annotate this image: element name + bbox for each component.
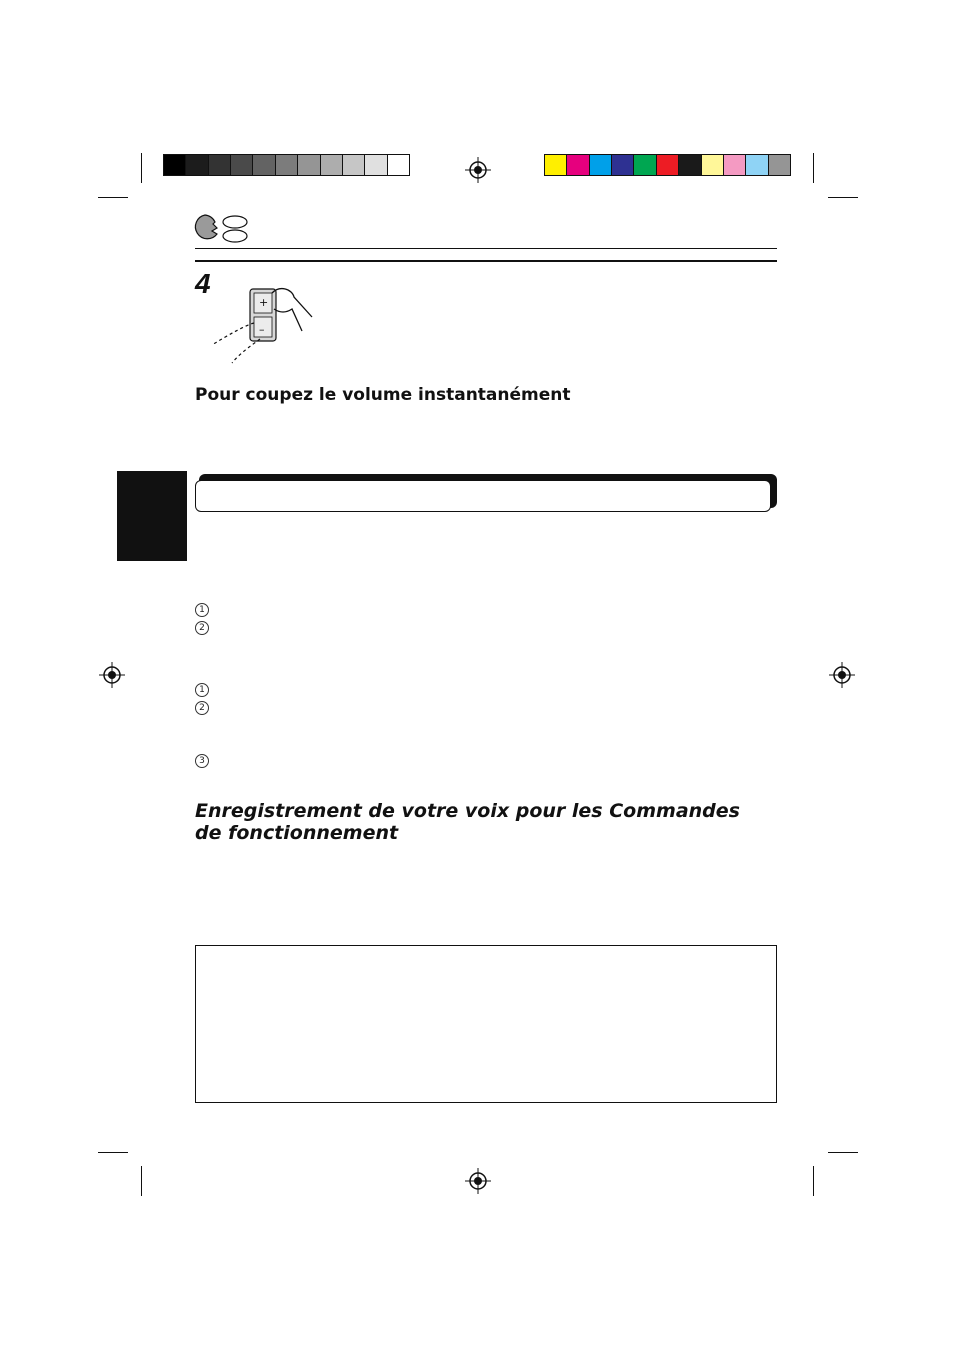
gray-swatch bbox=[343, 155, 365, 175]
crop-mark bbox=[98, 1152, 128, 1153]
list-marker: 1 bbox=[195, 683, 209, 697]
header-rule-thin bbox=[195, 248, 777, 249]
svg-text:+: + bbox=[259, 296, 269, 309]
gray-swatch bbox=[276, 155, 298, 175]
gray-swatch bbox=[253, 155, 275, 175]
gray-swatch bbox=[365, 155, 387, 175]
list-marker: 2 bbox=[195, 621, 209, 635]
gray-swatch bbox=[209, 155, 231, 175]
color-swatch bbox=[724, 155, 746, 175]
crop-mark bbox=[828, 197, 858, 198]
section-title-bar-inner bbox=[195, 480, 771, 512]
color-swatch bbox=[746, 155, 768, 175]
color-swatch bbox=[702, 155, 724, 175]
color-swatch bbox=[567, 155, 589, 175]
section-heading-line-1: Enregistrement de votre voix pour les Commandes bbox=[195, 800, 740, 822]
section-heading-line-2: de fonctionnement bbox=[195, 822, 399, 844]
color-calibration-bar bbox=[544, 154, 791, 176]
color-swatch bbox=[634, 155, 656, 175]
subheading: Pour coupez le volume instantanément bbox=[195, 385, 571, 405]
crop-mark bbox=[828, 1152, 858, 1153]
gray-swatch bbox=[231, 155, 253, 175]
crop-mark bbox=[141, 1166, 142, 1196]
gray-swatch bbox=[164, 155, 186, 175]
gray-swatch bbox=[321, 155, 343, 175]
list-marker: 1 bbox=[195, 603, 209, 617]
header-rule-thick bbox=[195, 260, 777, 262]
color-swatch bbox=[679, 155, 701, 175]
gray-swatch bbox=[298, 155, 320, 175]
note-box bbox=[195, 945, 777, 1103]
color-swatch bbox=[657, 155, 679, 175]
svg-text:–: – bbox=[259, 323, 265, 336]
gray-swatch bbox=[186, 155, 208, 175]
register-mark-icon bbox=[465, 1168, 491, 1194]
list-marker: 2 bbox=[195, 701, 209, 715]
color-swatch bbox=[590, 155, 612, 175]
speaking-head-icon bbox=[191, 212, 253, 246]
crop-mark bbox=[813, 1166, 814, 1196]
crop-mark bbox=[141, 153, 142, 183]
crop-mark bbox=[98, 197, 128, 198]
step-number: 4 bbox=[195, 268, 211, 299]
color-swatch bbox=[612, 155, 634, 175]
volume-button-press-icon bbox=[208, 283, 320, 365]
register-mark-icon bbox=[99, 662, 125, 688]
gray-calibration-bar bbox=[163, 154, 410, 176]
section-heading bbox=[195, 800, 740, 844]
color-swatch bbox=[545, 155, 567, 175]
gray-swatch bbox=[388, 155, 409, 175]
section-title-bar bbox=[195, 474, 777, 512]
side-tab bbox=[117, 471, 187, 561]
register-mark-icon bbox=[829, 662, 855, 688]
list-marker: 3 bbox=[195, 754, 209, 768]
crop-mark bbox=[813, 153, 814, 183]
color-swatch bbox=[769, 155, 790, 175]
register-mark-icon bbox=[465, 157, 491, 183]
